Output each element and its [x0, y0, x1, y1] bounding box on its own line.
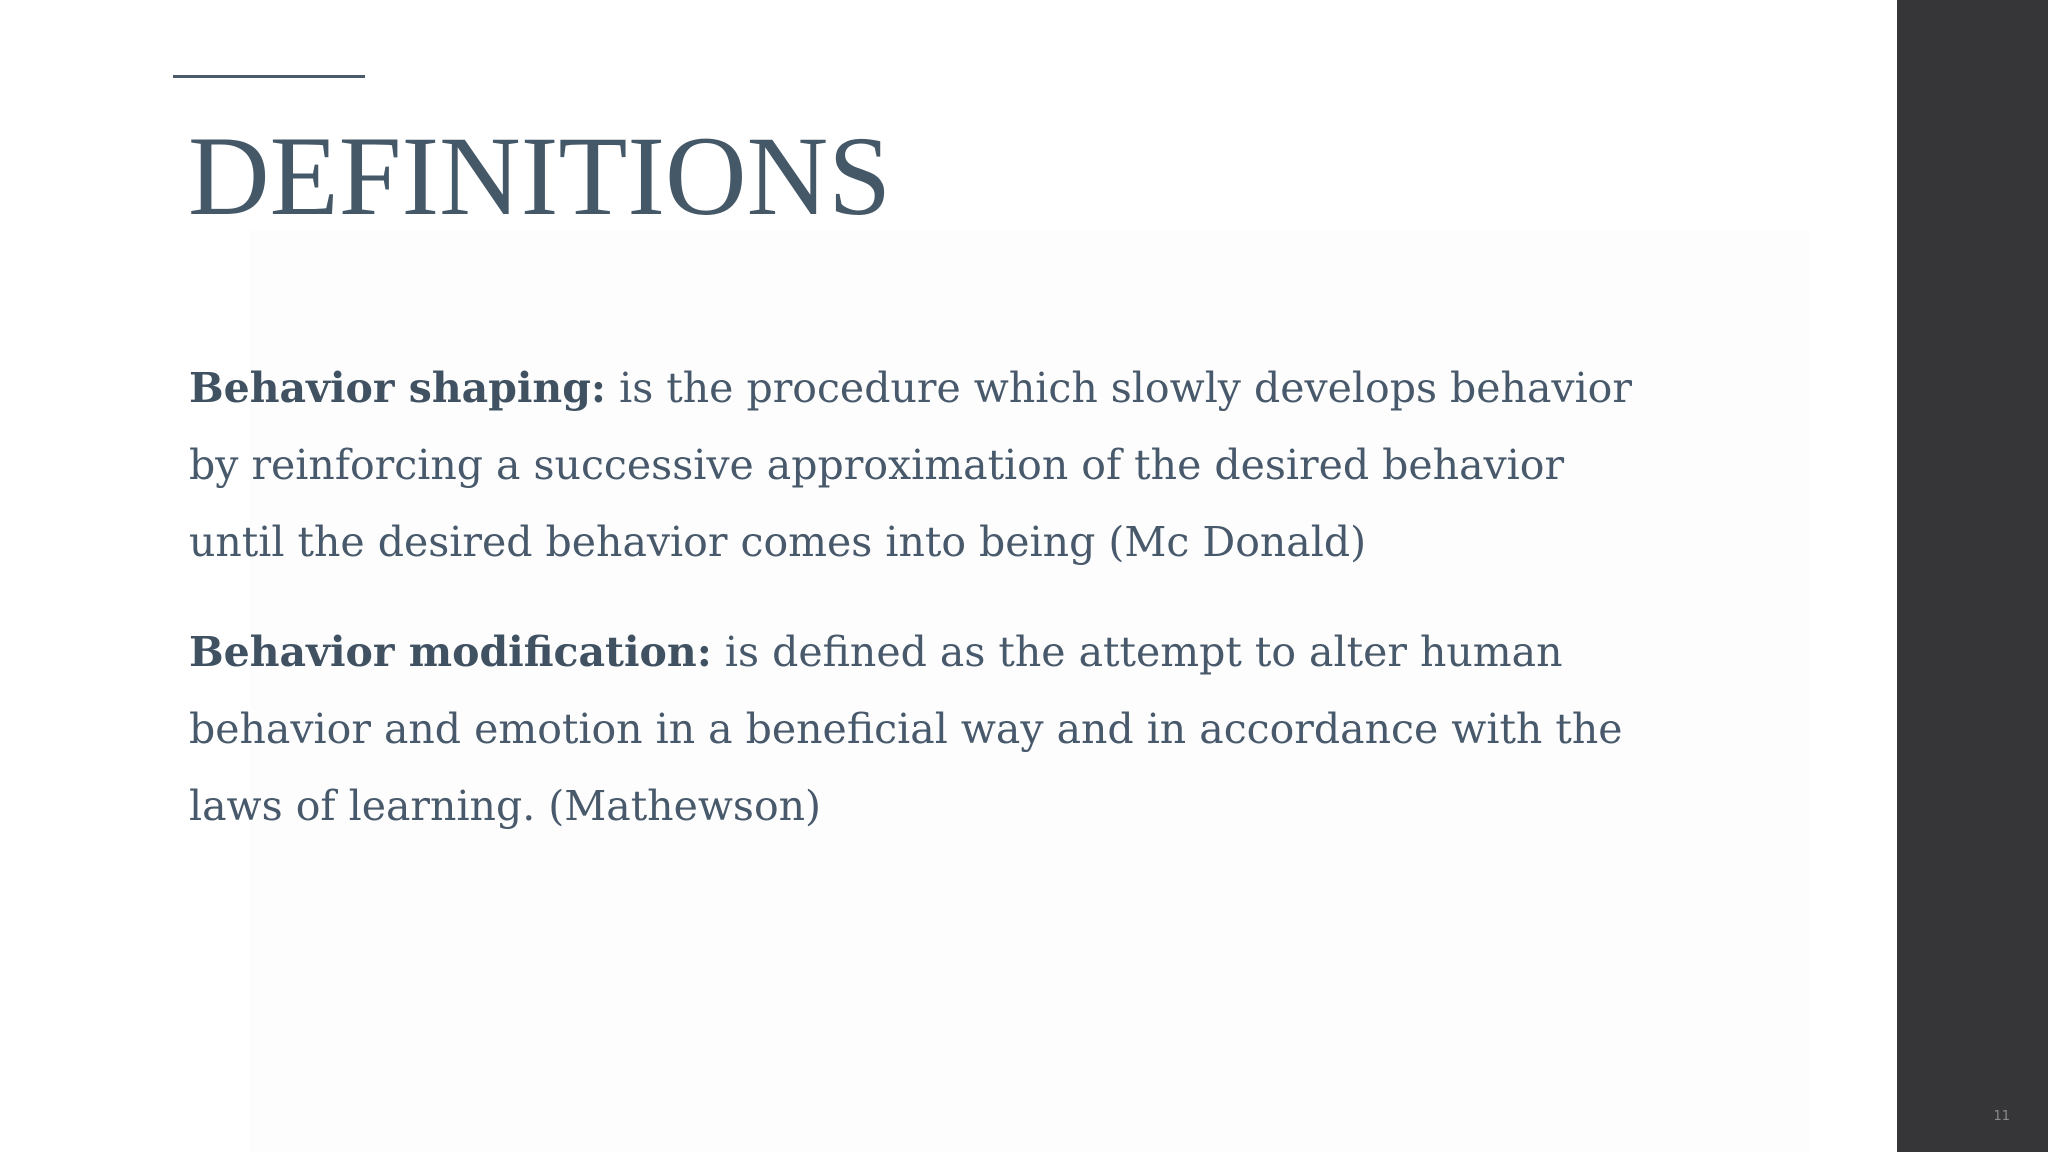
definition-line: until the desired behavior comes into being (Mc Donald) — [189, 518, 1367, 566]
definition-behavior-shaping — [189, 350, 1689, 581]
definition-line: behavior and emotion in a beneficial way and in accordance with the — [189, 705, 1623, 753]
definition-term: Behavior shaping: — [189, 364, 607, 412]
definition-line — [189, 614, 1689, 691]
definition-line — [189, 350, 1689, 427]
definition-behavior-modification — [189, 614, 1689, 845]
right-sidebar — [1897, 0, 2048, 1152]
definitions-body — [189, 350, 1689, 845]
definition-line: by reinforcing a successive approximation of the desired behavior — [189, 441, 1565, 489]
slide-title: DEFINITIONS — [188, 114, 892, 239]
definition-term: Behavior modification: — [189, 628, 712, 676]
definition-line: laws of learning. (Mathewson) — [189, 782, 822, 830]
definition-text: is defined as the attempt to alter human — [711, 628, 1563, 676]
definition-text: is the procedure which slowly develops behavior — [606, 364, 1632, 412]
title-accent-line — [173, 75, 365, 78]
page-number: 11 — [1993, 1109, 2010, 1124]
